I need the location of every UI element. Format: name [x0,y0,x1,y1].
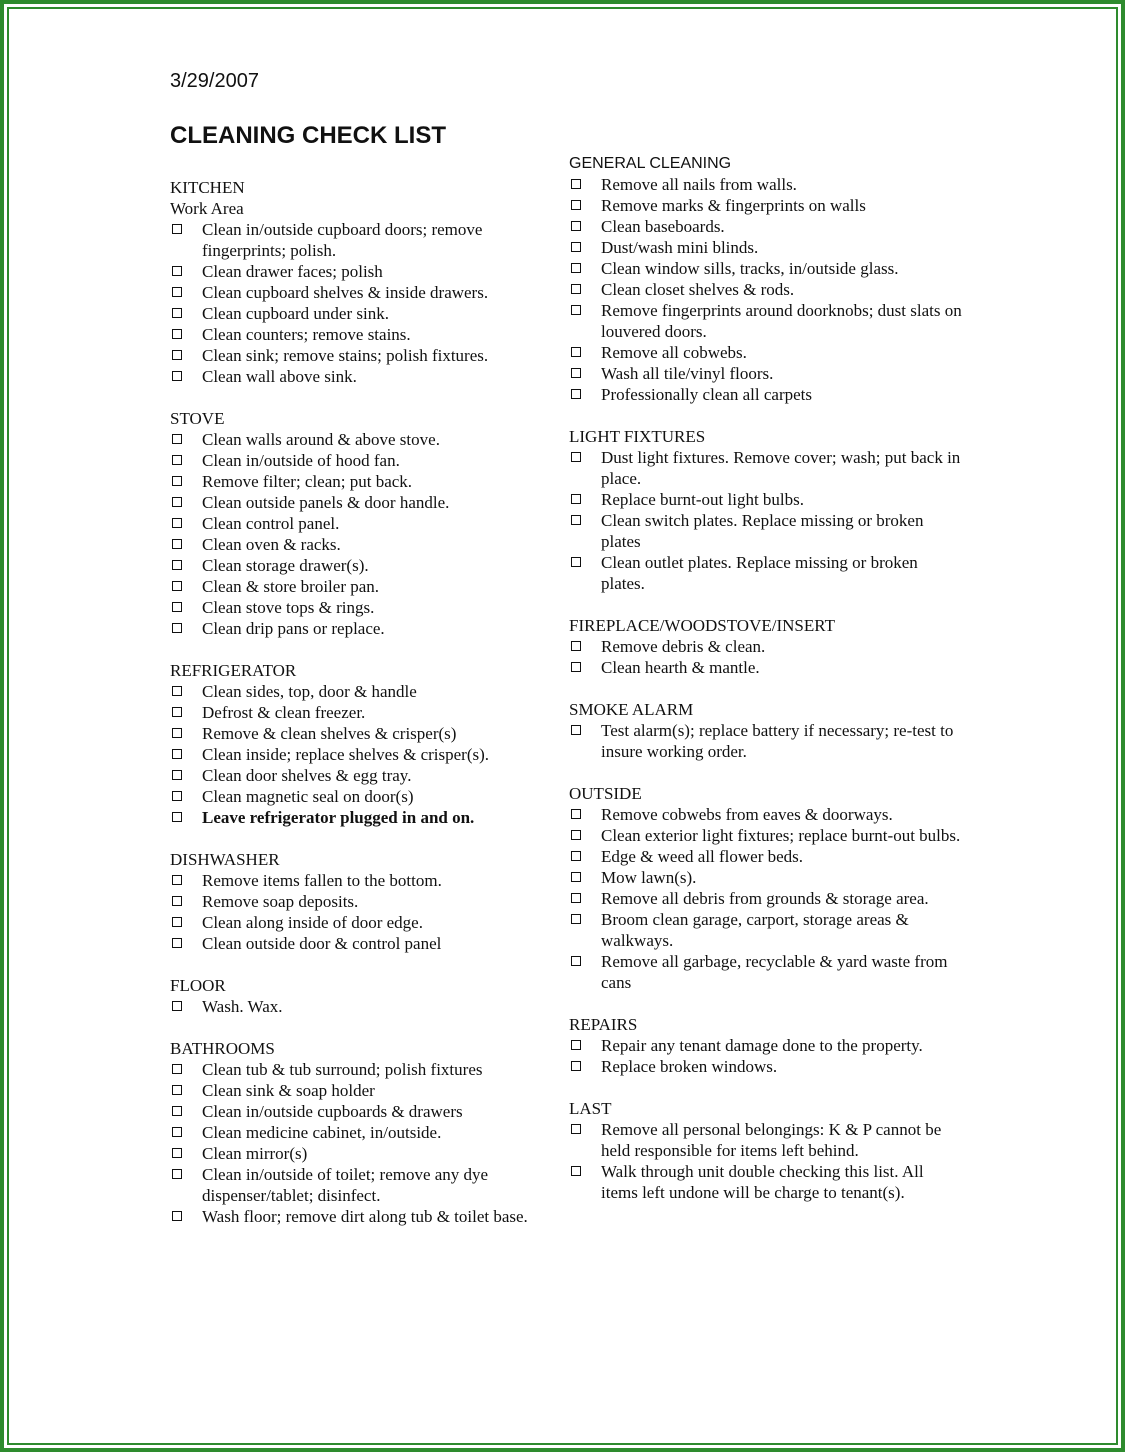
checklist-item-text: Clean counters; remove stains. [202,325,411,344]
checklist-item [569,384,964,405]
checklist-item [569,867,964,888]
checklist-item [569,825,964,846]
checklist-item-text: Repair any tenant damage done to the property. [601,1036,923,1055]
checklist-item-text: Defrost & clean freezer. [202,703,366,722]
section-refrigerator [170,660,565,828]
checklist-item-text: Clean control panel. [202,514,340,533]
checklist [170,219,565,387]
checkbox-icon[interactable] [172,938,182,948]
checklist-item-text: Clean tub & tub surround; polish fixtures [202,1060,483,1079]
checklist-item [170,492,565,513]
checklist [569,1119,964,1203]
checklist-item [569,552,964,594]
checklist-item [170,933,565,954]
checklist-item [569,216,964,237]
checkbox-icon[interactable] [172,560,182,570]
checkbox-icon[interactable] [172,308,182,318]
checklist-item-text: Clean outside door & control panel [202,934,442,953]
checkbox-icon[interactable] [172,371,182,381]
checkbox-icon[interactable] [172,707,182,717]
checklist-item-text: Professionally clean all carpets [601,385,813,404]
checklist-item [569,720,964,762]
checklist-item-text: Clean in/outside of hood fan. [202,451,400,470]
section-title: BATHROOMS [170,1039,275,1058]
checklist-item [170,807,565,828]
checklist [569,636,964,678]
checklist-item-text: Remove marks & fingerprints on walls [601,196,866,215]
checklist-item [170,1101,565,1122]
checkbox-icon[interactable] [571,851,581,861]
checklist-item-text: Clean door shelves & egg tray. [202,766,412,785]
checkbox-icon[interactable] [571,809,581,819]
checklist-item [170,1206,565,1227]
checkbox-icon[interactable] [172,497,182,507]
section-title: LAST [569,1099,612,1118]
checkbox-icon[interactable] [571,515,581,525]
section-title: KITCHEN [170,178,245,197]
checkbox-icon[interactable] [571,662,581,672]
checklist-item-text: Edge & weed all flower beds. [601,847,804,866]
checklist-item-text: Clean baseboards. [601,217,725,236]
checkbox-icon[interactable] [172,1106,182,1116]
checkbox-icon[interactable] [172,896,182,906]
checklist-item [170,576,565,597]
checkbox-icon[interactable] [172,434,182,444]
checkbox-icon[interactable] [172,1211,182,1221]
section-title: FIREPLACE/WOODSTOVE/INSERT [569,616,835,635]
checklist-item [170,765,565,786]
checklist-item [170,723,565,744]
checkbox-icon[interactable] [172,539,182,549]
checklist-item [569,1056,964,1077]
checklist-item [569,636,964,657]
checklist-item [170,471,565,492]
checklist-item [170,345,565,366]
section-title: FLOOR [170,976,226,995]
checkbox-icon[interactable] [571,284,581,294]
checkbox-icon[interactable] [571,242,581,252]
checklist-item-text: Remove all debris from grounds & storage area. [601,889,929,908]
checklist-item [170,219,565,261]
checklist-item-text: Replace broken windows. [601,1057,778,1076]
checkbox-icon[interactable] [571,389,581,399]
checklist-item-text: Clean outside panels & door handle. [202,493,450,512]
checkbox-icon[interactable] [172,602,182,612]
checklist-item [569,951,964,993]
checklist-item-text: Wash. Wax. [202,997,283,1016]
left-column [170,177,565,1248]
checklist-item-text: Clean sink & soap holder [202,1081,375,1100]
checkbox-icon[interactable] [571,347,581,357]
checklist-item [569,237,964,258]
checklist-item-text: Clean & store broiler pan. [202,577,380,596]
checkbox-icon[interactable] [571,872,581,882]
checkbox-icon[interactable] [172,812,182,822]
checklist-item [170,282,565,303]
checklist-item [569,300,964,342]
checklist [569,804,964,993]
checkbox-icon[interactable] [571,305,581,315]
checkbox-icon[interactable] [172,1064,182,1074]
checklist-item-text: Mow lawn(s). [601,868,697,887]
section-kitchen [170,177,565,387]
section-outside [569,783,964,993]
checklist-item [569,489,964,510]
section-title: LIGHT FIXTURES [569,427,706,446]
checklist-item [170,912,565,933]
section-title: STOVE [170,409,225,428]
checkbox-icon[interactable] [172,749,182,759]
checklist-item-text: Clean medicine cabinet, in/outside. [202,1123,442,1142]
checkbox-icon[interactable] [571,1124,581,1134]
section-title: REFRIGERATOR [170,661,297,680]
checklist-item-text: Test alarm(s); replace battery if necessary; re-test to insure working order. [601,721,954,761]
checkbox-icon[interactable] [172,224,182,234]
checklist-item-text: Clean wall above sink. [202,367,357,386]
checklist [569,174,964,405]
checkbox-icon[interactable] [571,179,581,189]
checklist-item-text: Clean closet shelves & rods. [601,280,795,299]
checklist-item [569,846,964,867]
checklist-item [569,363,964,384]
checklist-item [170,1059,565,1080]
checklist [170,870,565,954]
checkbox-icon[interactable] [172,1001,182,1011]
checklist-item-text: Walk through unit double checking this list. All items left undone will be charge to tenant(s). [601,1162,924,1202]
checklist-item-text: Clean oven & racks. [202,535,341,554]
checklist-item [170,303,565,324]
checklist-item-text: Clean mirror(s) [202,1144,308,1163]
checklist-item [170,681,565,702]
document-title: CLEANING CHECK LIST [170,122,446,149]
checklist-item-text: Clean cupboard shelves & inside drawers. [202,283,489,302]
checkbox-icon[interactable] [172,350,182,360]
checklist-item [569,1161,964,1203]
checklist-item [170,996,565,1017]
checklist-item [569,342,964,363]
checklist-item-text: Remove & clean shelves & crisper(s) [202,724,457,743]
checklist-item-text: Broom clean garage, carport, storage areas & walkways. [601,910,909,950]
section-last [569,1098,964,1203]
checklist [170,1059,565,1227]
checklist-item [170,324,565,345]
checklist-item-text: Wash all tile/vinyl floors. [601,364,774,383]
checklist [569,447,964,594]
section-floor [170,975,565,1017]
section-title: SMOKE ALARM [569,700,694,719]
checklist-item [170,597,565,618]
checkbox-icon[interactable] [571,893,581,903]
checkbox-icon[interactable] [571,494,581,504]
checklist-item [170,1164,565,1206]
checkbox-icon[interactable] [172,770,182,780]
section-title: DISHWASHER [170,850,280,869]
checklist [569,1035,964,1077]
section-bathrooms [170,1038,565,1227]
section-repairs [569,1014,964,1077]
checklist-item-text: Clean sink; remove stains; polish fixtures. [202,346,489,365]
checklist-item [170,1122,565,1143]
checklist-item [170,366,565,387]
checkbox-icon[interactable] [172,455,182,465]
checklist-item-text: Leave refrigerator plugged in and on. [202,808,475,827]
checklist-item-text: Remove items fallen to the bottom. [202,871,442,890]
checkbox-icon[interactable] [571,368,581,378]
checkbox-icon[interactable] [172,1085,182,1095]
checklist-item-text: Remove fingerprints around doorknobs; dust slats on louvered doors. [601,301,962,341]
checklist-item-text: Clean walls around & above stove. [202,430,440,449]
checklist-item [170,1080,565,1101]
checklist-item-text: Dust light fixtures. Remove cover; wash; put back in place. [601,448,961,488]
section-fireplace-woodstove-insert [569,615,964,678]
checkbox-icon[interactable] [172,875,182,885]
checklist-item [569,510,964,552]
checklist-item-text: Remove cobwebs from eaves & doorways. [601,805,893,824]
checklist-item-text: Remove soap deposits. [202,892,359,911]
checkbox-icon[interactable] [172,1148,182,1158]
checklist-item-text: Clean drip pans or replace. [202,619,385,638]
checklist-item-text: Replace burnt-out light bulbs. [601,490,805,509]
checklist-item-text: Clean in/outside cupboard doors; remove fingerprints; polish. [202,220,483,260]
checklist-item [569,804,964,825]
checkbox-icon[interactable] [172,329,182,339]
checklist-item [569,657,964,678]
checklist-item [569,174,964,195]
checkbox-icon[interactable] [571,1166,581,1176]
checkbox-icon[interactable] [571,557,581,567]
checklist-item [569,258,964,279]
checkbox-icon[interactable] [571,1061,581,1071]
checkbox-icon[interactable] [571,914,581,924]
section-title: GENERAL CLEANING [569,155,732,172]
checklist-item [170,618,565,639]
checklist-item-text: Clean stove tops & rings. [202,598,375,617]
checklist-item-text: Clean switch plates. Replace missing or broken plates [601,511,924,551]
checklist-item-text: Remove all cobwebs. [601,343,747,362]
checkbox-icon[interactable] [172,917,182,927]
checklist-item-text: Remove all personal belongings: K & P cannot be held responsible for items left behind. [601,1120,942,1160]
checklist-item-text: Clean inside; replace shelves & crisper(s). [202,745,490,764]
checklist-item-text: Clean in/outside cupboards & drawers [202,1102,463,1121]
checkbox-icon[interactable] [571,641,581,651]
checkbox-icon[interactable] [172,623,182,633]
checkbox-icon[interactable] [571,1040,581,1050]
checkbox-icon[interactable] [571,221,581,231]
checkbox-icon[interactable] [172,266,182,276]
checklist-item-text: Clean window sills, tracks, in/outside glass. [601,259,899,278]
checkbox-icon[interactable] [571,830,581,840]
section-subtitle: Work Area [170,199,244,218]
checklist-item [170,891,565,912]
checklist-item-text: Clean magnetic seal on door(s) [202,787,414,806]
checkbox-icon[interactable] [172,728,182,738]
checkbox-icon[interactable] [571,725,581,735]
checklist-item [170,513,565,534]
section-general-cleaning [569,153,964,405]
checklist [170,429,565,639]
checklist-item-text: Remove debris & clean. [601,637,766,656]
checklist-item-text: Clean outlet plates. Replace missing or broken plates. [601,553,918,593]
checklist-item [170,1143,565,1164]
checklist-item-text: Clean storage drawer(s). [202,556,369,575]
section-stove [170,408,565,639]
checklist-item [569,195,964,216]
checklist-item [569,888,964,909]
checklist-item-text: Clean exterior light fixtures; replace burnt-out bulbs. [601,826,961,845]
checkbox-icon[interactable] [172,791,182,801]
checklist-item [170,744,565,765]
checklist-item-text: Clean cupboard under sink. [202,304,389,323]
section-title: OUTSIDE [569,784,642,803]
checklist-item [170,786,565,807]
checklist-item-text: Clean hearth & mantle. [601,658,760,677]
checklist [569,720,964,762]
section-dishwasher [170,849,565,954]
checkbox-icon[interactable] [571,263,581,273]
checkbox-icon[interactable] [172,686,182,696]
checklist-item [170,534,565,555]
checklist-item [569,1119,964,1161]
checklist [170,996,565,1017]
checklist-item [170,555,565,576]
checkbox-icon[interactable] [172,1127,182,1137]
checklist-item [569,909,964,951]
checkbox-icon[interactable] [172,581,182,591]
right-column [569,153,964,1224]
section-smoke-alarm [569,699,964,762]
checkbox-icon[interactable] [571,200,581,210]
checkbox-icon[interactable] [172,518,182,528]
checklist-item [569,279,964,300]
checkbox-icon[interactable] [172,287,182,297]
checklist-item [170,702,565,723]
checklist-item-text: Clean sides, top, door & handle [202,682,417,701]
checklist [170,681,565,828]
checklist-item-text: Clean in/outside of toilet; remove any dye dispenser/tablet; disinfect. [202,1165,489,1205]
checklist-item-text: Remove filter; clean; put back. [202,472,413,491]
checkbox-icon[interactable] [571,452,581,462]
checkbox-icon[interactable] [571,956,581,966]
checklist-item [170,261,565,282]
document-date: 3/29/2007 [170,70,259,92]
checklist-item [170,429,565,450]
checklist-item-text: Remove all nails from walls. [601,175,797,194]
checklist-item-text: Clean drawer faces; polish [202,262,383,281]
checklist-item-text: Clean along inside of door edge. [202,913,423,932]
section-title: REPAIRS [569,1015,638,1034]
checklist-item-text: Wash floor; remove dirt along tub & toilet base. [202,1207,528,1226]
checklist-item [170,450,565,471]
checklist-item [569,447,964,489]
checklist-item-text: Remove all garbage, recyclable & yard waste from cans [601,952,948,992]
section-light-fixtures [569,426,964,594]
checklist-item [170,870,565,891]
checklist-item [569,1035,964,1056]
checkbox-icon[interactable] [172,1169,182,1179]
checkbox-icon[interactable] [172,476,182,486]
checklist-item-text: Dust/wash mini blinds. [601,238,759,257]
